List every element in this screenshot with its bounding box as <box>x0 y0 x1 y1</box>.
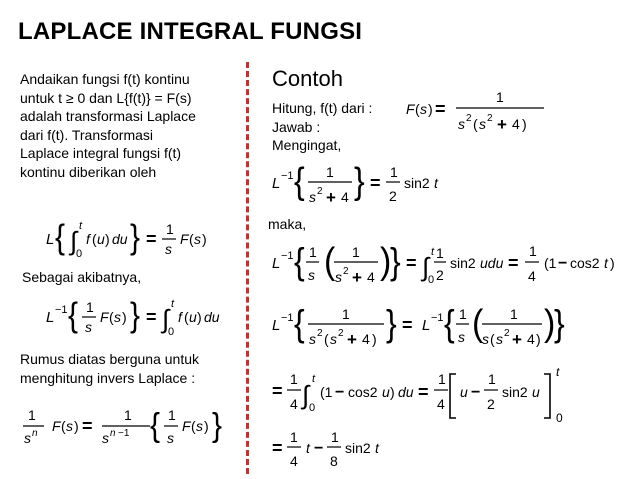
compute-label: Hitung, f(t) dari : <box>272 100 373 116</box>
svg-text:s: s <box>420 101 427 117</box>
svg-text:(: ( <box>490 331 495 347</box>
svg-text:=: = <box>146 229 157 249</box>
recall-label: Mengingat, <box>272 137 342 153</box>
svg-text:2: 2 <box>436 267 444 283</box>
svg-text:L: L <box>46 231 55 248</box>
inverse-laplace-formula <box>46 292 246 344</box>
svg-text:F: F <box>100 309 109 325</box>
svg-text:−1: −1 <box>281 250 294 262</box>
svg-text:du: du <box>398 384 414 400</box>
svg-text:{: { <box>55 217 66 256</box>
svg-text:F: F <box>180 231 189 247</box>
svg-text:s: s <box>308 267 315 283</box>
svg-text:u: u <box>382 384 390 400</box>
svg-text:−1: −1 <box>431 312 444 324</box>
svg-text:∫: ∫ <box>422 252 430 282</box>
svg-text:(: ( <box>92 231 97 247</box>
svg-text:s: s <box>458 329 465 345</box>
svg-text:s: s <box>309 189 316 205</box>
svg-text:4: 4 <box>290 453 298 469</box>
svg-text:1: 1 <box>342 306 350 322</box>
svg-text:): ) <box>372 331 377 347</box>
laplace-integral-formula <box>46 214 246 266</box>
svg-text:{: { <box>150 405 161 444</box>
svg-text:(: ( <box>415 101 420 117</box>
svg-text:{: { <box>294 241 305 283</box>
svg-text:+: + <box>326 188 336 207</box>
svg-text:−: − <box>558 255 568 272</box>
svg-text:): ) <box>204 418 209 434</box>
svg-text:sin2: sin2 <box>502 384 528 400</box>
svg-text:1: 1 <box>290 429 298 445</box>
svg-text:1: 1 <box>352 244 360 260</box>
svg-text:2: 2 <box>317 328 323 339</box>
final-result-formula <box>272 424 432 478</box>
svg-text:1: 1 <box>124 407 132 423</box>
svg-text:2: 2 <box>317 186 323 197</box>
svg-text:0: 0 <box>76 248 83 260</box>
svg-text:s: s <box>496 331 503 347</box>
svg-text:2: 2 <box>338 328 344 339</box>
svg-text:f: f <box>86 231 90 247</box>
svg-text:s: s <box>482 331 489 347</box>
svg-text:u: u <box>189 309 197 325</box>
svg-text:f: f <box>178 309 182 325</box>
svg-text:0: 0 <box>556 411 563 425</box>
svg-text:s: s <box>167 430 174 446</box>
svg-text:1: 1 <box>290 371 298 387</box>
svg-text:sin2: sin2 <box>404 175 430 191</box>
svg-text:u: u <box>97 231 105 247</box>
svg-text:=: = <box>146 307 157 327</box>
svg-text:−1: −1 <box>281 312 294 324</box>
useful-text <box>20 350 199 387</box>
svg-text:2: 2 <box>389 188 397 204</box>
svg-text:cos2: cos2 <box>570 255 600 271</box>
svg-text:): ) <box>544 301 556 344</box>
svg-text:(: ( <box>109 309 114 325</box>
svg-text:=: = <box>508 253 519 273</box>
svg-text:{: { <box>444 303 455 345</box>
svg-text:∫: ∫ <box>302 380 310 410</box>
svg-text:F: F <box>406 101 415 117</box>
svg-text:): ) <box>390 384 395 400</box>
svg-text:1: 1 <box>86 299 94 315</box>
svg-text:(: ( <box>324 239 336 282</box>
svg-text:(: ( <box>191 418 196 434</box>
svg-text:du: du <box>112 231 128 247</box>
svg-text:2: 2 <box>343 266 349 277</box>
svg-text:n: n <box>32 428 38 439</box>
svg-text:u: u <box>460 384 468 400</box>
svg-text:1: 1 <box>28 407 36 423</box>
svg-text:1: 1 <box>331 429 339 445</box>
repeated-integral-formula <box>20 400 240 456</box>
svg-text:s: s <box>196 418 203 434</box>
svg-text:+: + <box>512 330 522 349</box>
svg-text:}: } <box>386 303 397 345</box>
svg-text:8: 8 <box>330 453 338 469</box>
svg-text:1: 1 <box>390 164 398 180</box>
page-title: LAPLACE INTEGRAL FUNGSI <box>18 18 363 45</box>
svg-text:}: } <box>130 217 141 256</box>
svg-text:s: s <box>24 430 31 446</box>
svg-text:F: F <box>182 418 191 434</box>
svg-text:s: s <box>114 309 121 325</box>
svg-text:−: − <box>314 440 324 457</box>
hence-label: maka, <box>268 216 307 232</box>
svg-text:cos2: cos2 <box>348 384 378 400</box>
svg-text:s: s <box>309 331 316 347</box>
svg-text:0: 0 <box>168 326 175 338</box>
svg-text:u: u <box>532 384 540 400</box>
svg-text:): ) <box>610 255 615 271</box>
intro-line: Laplace integral fungsi f(t) <box>20 145 182 161</box>
consequence-text: Sebagai akibatnya, <box>22 269 142 285</box>
svg-text:+: + <box>497 115 507 134</box>
svg-text:∫: ∫ <box>162 304 170 334</box>
svg-text:{: { <box>68 295 79 334</box>
svg-text:(: ( <box>61 418 66 434</box>
svg-text:+: + <box>347 330 357 349</box>
svg-text:0: 0 <box>309 402 316 414</box>
svg-text:{: { <box>294 161 305 203</box>
svg-text:du: du <box>204 309 220 325</box>
intro-line: adalah transformasi Laplace <box>20 108 196 124</box>
svg-text:=: = <box>435 99 446 119</box>
intro-line: Andaikan fungsi f(t) kontinu <box>20 71 190 87</box>
svg-text:(1: (1 <box>320 384 333 400</box>
svg-text:}: } <box>354 161 365 203</box>
svg-text:1: 1 <box>438 371 446 387</box>
useful-line: Rumus diatas berguna untuk <box>20 351 199 367</box>
svg-text:(: ( <box>472 301 484 344</box>
svg-text:}: } <box>390 241 401 283</box>
svg-text:1: 1 <box>436 245 444 261</box>
svg-text:t: t <box>79 220 83 232</box>
third-step-formula <box>272 364 602 426</box>
svg-text:s: s <box>165 241 172 257</box>
svg-text:L: L <box>272 175 281 192</box>
svg-text:−1: −1 <box>55 304 68 316</box>
svg-text:s: s <box>85 319 92 335</box>
svg-text:1: 1 <box>488 371 496 387</box>
svg-text:(1: (1 <box>544 255 557 271</box>
useful-line: menghitung invers Laplace : <box>20 369 196 386</box>
svg-text:1: 1 <box>166 221 174 237</box>
svg-text:(: ( <box>184 309 189 325</box>
svg-text:t: t <box>556 365 560 379</box>
svg-text:n: n <box>110 428 116 439</box>
svg-text:{: { <box>294 303 305 345</box>
svg-text:}: } <box>554 303 565 345</box>
svg-text:∫: ∫ <box>70 226 78 256</box>
svg-text:1: 1 <box>510 306 518 322</box>
svg-text:4: 4 <box>341 189 349 205</box>
svg-text:=: = <box>82 416 93 436</box>
second-step-formula <box>272 298 602 360</box>
example-intro <box>272 99 372 155</box>
svg-text:−: − <box>471 384 481 401</box>
svg-text:(: ( <box>189 231 194 247</box>
svg-text:=: = <box>418 382 429 402</box>
intro-line: untuk t ≥ 0 dan L{f(t)} = F(s) <box>20 89 192 106</box>
answer-label: Jawab : <box>272 118 321 135</box>
svg-text:4: 4 <box>437 396 445 412</box>
svg-text:sin2: sin2 <box>345 440 371 456</box>
svg-text:−1: −1 <box>118 428 130 439</box>
svg-text:): ) <box>122 309 127 325</box>
svg-text:=: = <box>272 381 283 401</box>
svg-text:4: 4 <box>512 116 520 132</box>
svg-text:): ) <box>74 418 79 434</box>
svg-text:): ) <box>380 239 392 282</box>
svg-text:4: 4 <box>527 331 535 347</box>
svg-text:1: 1 <box>326 164 334 180</box>
svg-text:4: 4 <box>290 396 298 412</box>
first-step-formula <box>272 236 632 294</box>
svg-text:0: 0 <box>428 274 435 286</box>
svg-text:sin2: sin2 <box>450 255 476 271</box>
svg-text:=: = <box>402 315 413 335</box>
svg-text:): ) <box>522 116 527 132</box>
svg-text:): ) <box>536 331 541 347</box>
svg-text:=: = <box>370 173 381 193</box>
svg-text:t: t <box>434 175 438 191</box>
svg-text:): ) <box>197 309 202 325</box>
svg-text:−1: −1 <box>281 170 294 182</box>
svg-text:t: t <box>375 440 379 456</box>
svg-text:−: − <box>335 384 345 401</box>
recall-formula <box>272 158 492 214</box>
svg-text:=: = <box>406 253 417 273</box>
intro-text <box>20 70 196 181</box>
svg-text:4: 4 <box>362 331 370 347</box>
svg-text:s: s <box>458 116 465 132</box>
svg-text:2: 2 <box>487 113 493 124</box>
svg-text:): ) <box>202 231 207 247</box>
svg-text:): ) <box>428 101 433 117</box>
svg-text:): ) <box>105 231 110 247</box>
svg-text:4: 4 <box>528 268 536 284</box>
svg-text:t: t <box>171 298 175 310</box>
svg-text:s: s <box>66 418 73 434</box>
svg-text:1: 1 <box>496 89 504 105</box>
svg-text:t: t <box>604 255 608 271</box>
svg-text:1: 1 <box>309 244 317 260</box>
svg-text:udu: udu <box>480 255 504 271</box>
svg-text:L: L <box>422 317 431 334</box>
svg-text:s: s <box>330 331 337 347</box>
svg-text:}: } <box>212 405 223 444</box>
svg-text:t: t <box>306 440 310 456</box>
svg-text:4: 4 <box>367 269 375 285</box>
column-divider <box>246 62 249 474</box>
example-heading: Contoh <box>272 66 343 91</box>
svg-text:t: t <box>431 246 435 258</box>
intro-line: kontinu diberikan oleh <box>20 163 157 180</box>
svg-text:2: 2 <box>487 396 495 412</box>
svg-text:2: 2 <box>466 113 472 124</box>
svg-text:t: t <box>312 373 316 385</box>
svg-text:}: } <box>130 295 141 334</box>
svg-text:s: s <box>335 269 342 285</box>
svg-text:1: 1 <box>459 306 467 322</box>
svg-text:+: + <box>352 268 362 287</box>
svg-text:L: L <box>272 255 281 272</box>
svg-text:s: s <box>479 116 486 132</box>
svg-text:1: 1 <box>529 243 537 259</box>
svg-text:2: 2 <box>504 328 510 339</box>
svg-text:F: F <box>52 418 61 434</box>
svg-text:=: = <box>272 438 283 458</box>
svg-text:s: s <box>102 430 109 446</box>
svg-text:s: s <box>194 231 201 247</box>
svg-text:(: ( <box>324 331 329 347</box>
svg-text:(: ( <box>473 116 478 132</box>
svg-text:1: 1 <box>168 407 176 423</box>
svg-text:L: L <box>46 309 55 326</box>
svg-text:L: L <box>272 317 281 334</box>
intro-line: dari f(t). Transformasi <box>20 126 154 143</box>
given-function-formula <box>404 86 564 138</box>
